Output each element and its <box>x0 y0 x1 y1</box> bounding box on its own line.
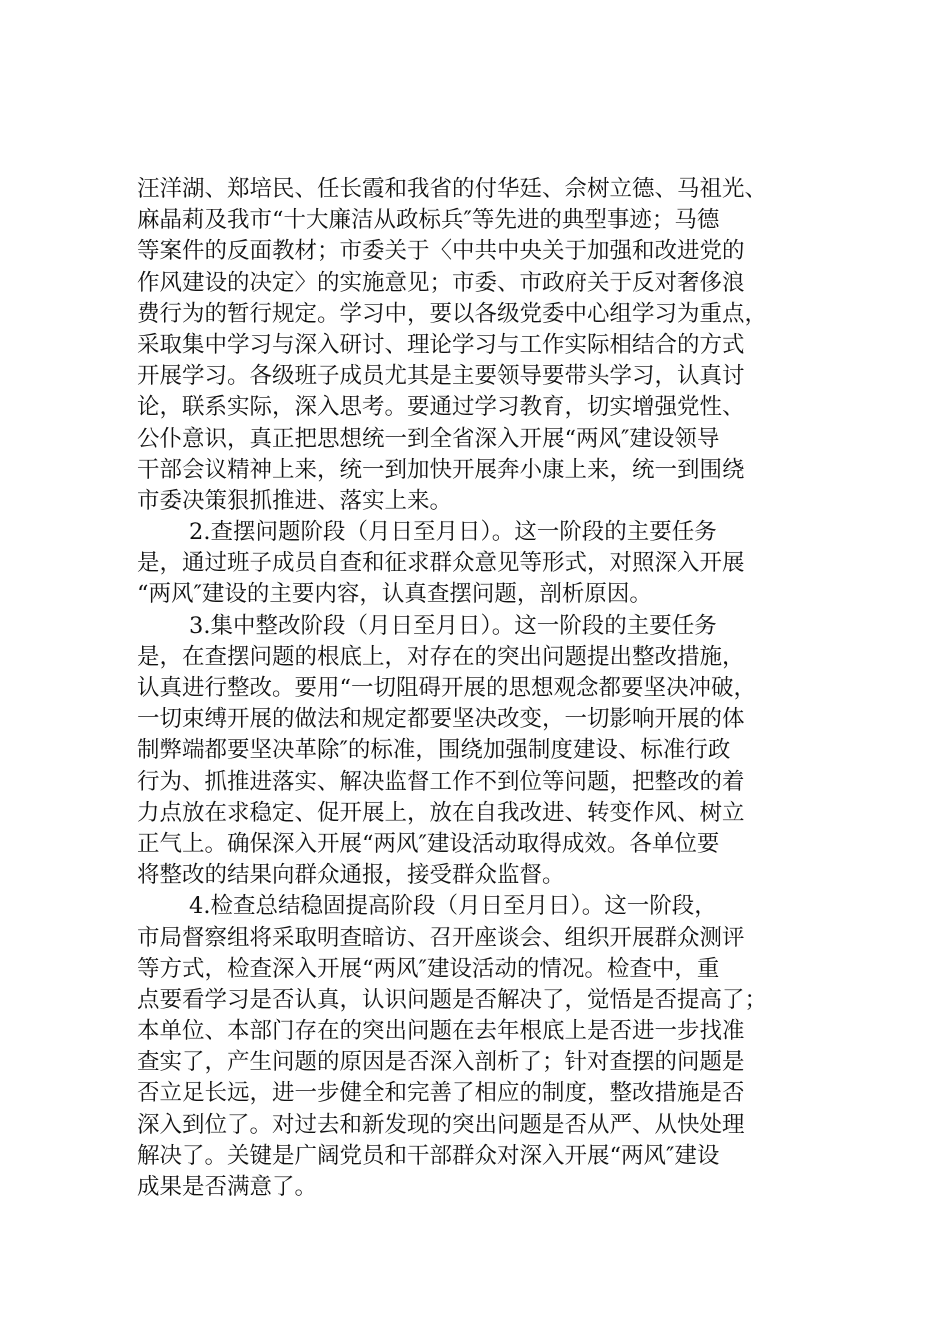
text-line: 解决了。关键是广阔党员和干部群众对深入开展“两风″建设 <box>137 1142 720 1169</box>
text-line: 行为、抓推进落实、解决监督工作不到位等问题，把整改的着 <box>137 768 745 795</box>
text-line: 否立足长远，进一步健全和完善了相应的制度，整改措施是否 <box>137 1080 745 1107</box>
text-line: 公仆意识，真正把思想统一到全省深入开展“两风″建设领导 <box>137 425 720 452</box>
text-line: 将整改的结果向群众通报，接受群众监督。 <box>137 862 565 889</box>
text-line: 制弊端都要坚决革除″的标准，围绕加强制度建设、标准行政 <box>137 737 731 764</box>
text-line: 等案件的反面教材；市委关于〈中共中央关于加强和改进党的 <box>137 238 745 265</box>
text-line: 等方式，检查深入开展“两风″建设活动的情况。检查中，重 <box>137 955 720 982</box>
text-line: 论，联系实际，深入思考。要通过学习教育，切实增强党性、 <box>137 394 745 421</box>
text-line: “两风″建设的主要内容，认真查摆问题，剖析原因。 <box>137 581 652 608</box>
text-line: 费行为的暂行规定。学习中，要以各级党委中心组学习为重点， <box>137 300 768 327</box>
paragraph-first-line: 3.集中整改阶段（月日至月日）。这一阶段的主要任务 <box>189 612 717 639</box>
text-line: 力点放在求稳定、促开展上，放在自我改进、转变作风、树立 <box>137 799 745 826</box>
text-line: 作风建设的决定〉的实施意见；市委、市政府关于反对奢侈浪 <box>137 269 745 296</box>
text-line: 成果是否满意了。 <box>137 1174 318 1200</box>
text-line: 是，通过班子成员自查和征求群众意见等形式，对照深入开展 <box>137 550 745 577</box>
text-line: 深入到位了。对过去和新发现的突出问题是否从严、从快处理 <box>137 1111 745 1138</box>
text-line: 正气上。确保深入开展“两风″建设活动取得成效。各单位要 <box>137 830 720 857</box>
text-line: 是，在查摆问题的根底上，对存在的突出问题提出整改措施， <box>137 643 745 670</box>
text-line: 汪洋湖、郑培民、任长霞和我省的付华廷、佘树立德、马祖光、 <box>137 176 768 202</box>
text-line: 认真进行整改。要用“一切阻碍开展的思想观念都要坚决冲破， <box>137 675 757 701</box>
paragraph-first-line: 4.检查总结稳固提高阶段（月日至月日）。这一阶段， <box>189 893 717 920</box>
text-line: 查实了，产生问题的原因是否深入剖析了；针对查摆的问题是 <box>137 1049 745 1076</box>
text-line: 干部会议精神上来，统一到加快开展奔小康上来，统一到围绕 <box>137 456 745 483</box>
text-line: 市局督察组将采取明查暗访、召开座谈会、组织开展群众测评 <box>137 924 745 951</box>
paragraph-first-line: 2.查摆问题阶段（月日至月日）。这一阶段的主要任务 <box>189 519 717 546</box>
text-line: 一切束缚开展的做法和规定都要坚决改变，一切影响开展的体 <box>137 706 745 733</box>
text-line: 开展学习。各级班子成员尤其是主要领导要带头学习，认真讨 <box>137 363 745 390</box>
text-line: 市委决策狠抓推进、落实上来。 <box>137 487 453 514</box>
text-line: 麻晶莉及我市“十大廉洁从政标兵″等先进的典型事迹；马德 <box>137 207 720 234</box>
text-line: 点要看学习是否认真，认识问题是否解决了，觉悟是否提高了； <box>137 986 768 1013</box>
body-text <box>137 174 867 1203</box>
text-line: 本单位、本部门存在的突出问题在去年根底上是否进一步找准 <box>137 1018 745 1045</box>
text-line: 采取集中学习与深入研讨、理论学习与工作实际相结合的方式 <box>137 331 745 358</box>
